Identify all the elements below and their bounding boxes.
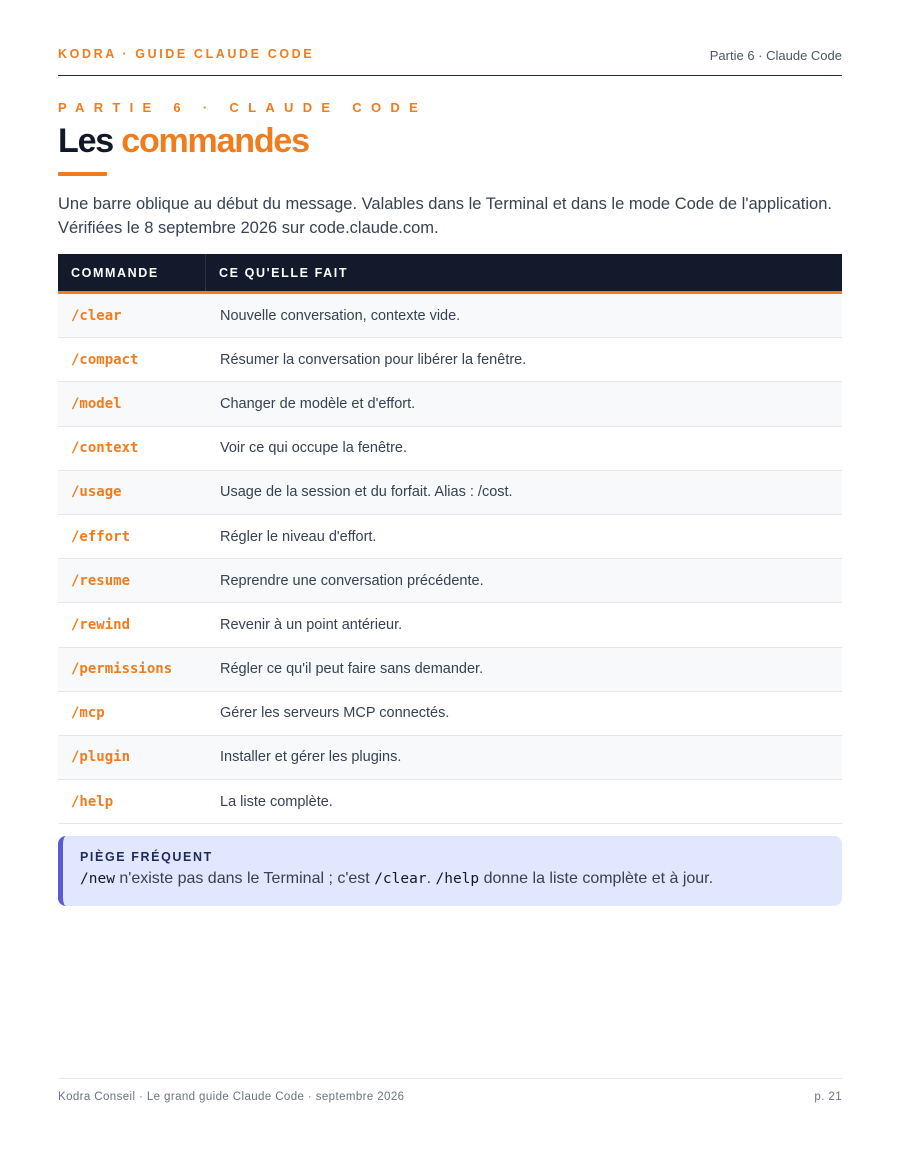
page-number: p. 21 [814, 1091, 842, 1103]
page-title [58, 122, 309, 161]
description-cell: Reprendre une conversation précédente. [220, 572, 484, 589]
description-cell: La liste complète. [220, 793, 333, 810]
table-row [58, 559, 842, 603]
column-header-description: CE QU'ELLE FAIT [219, 265, 349, 280]
footer-text: Kodra Conseil · Le grand guide Claude Code · septembre 2026 [58, 1091, 405, 1103]
warning-callout [58, 836, 842, 906]
column-header-command: COMMANDE [58, 254, 206, 291]
title-underline [58, 172, 107, 176]
table-header [58, 254, 842, 294]
commands-table [58, 254, 842, 824]
code-new: /new [80, 871, 115, 887]
footer-divider [58, 1078, 842, 1079]
table-row [58, 382, 842, 426]
callout-text-1: n'existe pas dans le Terminal ; c'est [114, 870, 375, 887]
title-accent: commandes [121, 122, 309, 160]
table-row [58, 294, 842, 338]
brand-label: KODRA · GUIDE CLAUDE CODE [58, 47, 315, 61]
table-row [58, 471, 842, 515]
table-row [58, 648, 842, 692]
description-cell: Usage de la session et du forfait. Alias : /cost. [220, 484, 513, 501]
code-help: /help [435, 871, 480, 887]
command-cell: /usage [71, 484, 122, 501]
eyebrow: PARTIE 6 · CLAUDE CODE [58, 100, 428, 115]
command-cell: /effort [71, 528, 131, 545]
title-plain: Les [58, 122, 113, 160]
table-body [58, 294, 842, 824]
command-cell: /resume [71, 572, 131, 589]
description-cell: Nouvelle conversation, contexte vide. [220, 307, 461, 324]
command-cell: /help [71, 793, 114, 810]
command-cell: /mcp [71, 705, 105, 722]
table-row [58, 603, 842, 647]
section-label: Partie 6 · Claude Code [709, 48, 842, 63]
description-cell: Revenir à un point antérieur. [220, 616, 403, 633]
table-row [58, 338, 842, 382]
description-cell: Résumer la conversation pour libérer la fenêtre. [220, 351, 527, 368]
description-cell: Changer de modèle et d'effort. [220, 395, 416, 412]
command-cell: /compact [71, 351, 139, 368]
table-row [58, 736, 842, 780]
command-cell: /model [71, 395, 122, 412]
code-clear: /clear [374, 871, 427, 887]
description-cell: Régler le niveau d'effort. [220, 528, 377, 545]
command-cell: /plugin [71, 749, 131, 766]
description-cell: Régler ce qu'il peut faire sans demander. [220, 661, 484, 678]
page-header [58, 47, 842, 76]
callout-text [80, 870, 842, 888]
command-cell: /rewind [71, 616, 131, 633]
command-cell: /context [71, 440, 139, 457]
callout-text-2: . [426, 870, 436, 887]
table-row [58, 780, 842, 824]
callout-title: PIÈGE FRÉQUENT [80, 850, 213, 864]
table-row [58, 427, 842, 471]
command-cell: /clear [71, 307, 122, 324]
description-cell: Gérer les serveurs MCP connectés. [220, 705, 450, 722]
table-row [58, 515, 842, 559]
command-cell: /permissions [71, 661, 173, 678]
description-cell: Voir ce qui occupe la fenêtre. [220, 440, 408, 457]
table-row [58, 692, 842, 736]
intro-paragraph: Une barre oblique au début du message. Valables dans le Terminal et dans le mode Code de l'application. Vérifiées le 8 septembre 2026 sur code.claude.com. [58, 195, 832, 237]
callout-text-3: donne la liste complète et à jour. [479, 870, 714, 887]
description-cell: Installer et gérer les plugins. [220, 749, 402, 766]
